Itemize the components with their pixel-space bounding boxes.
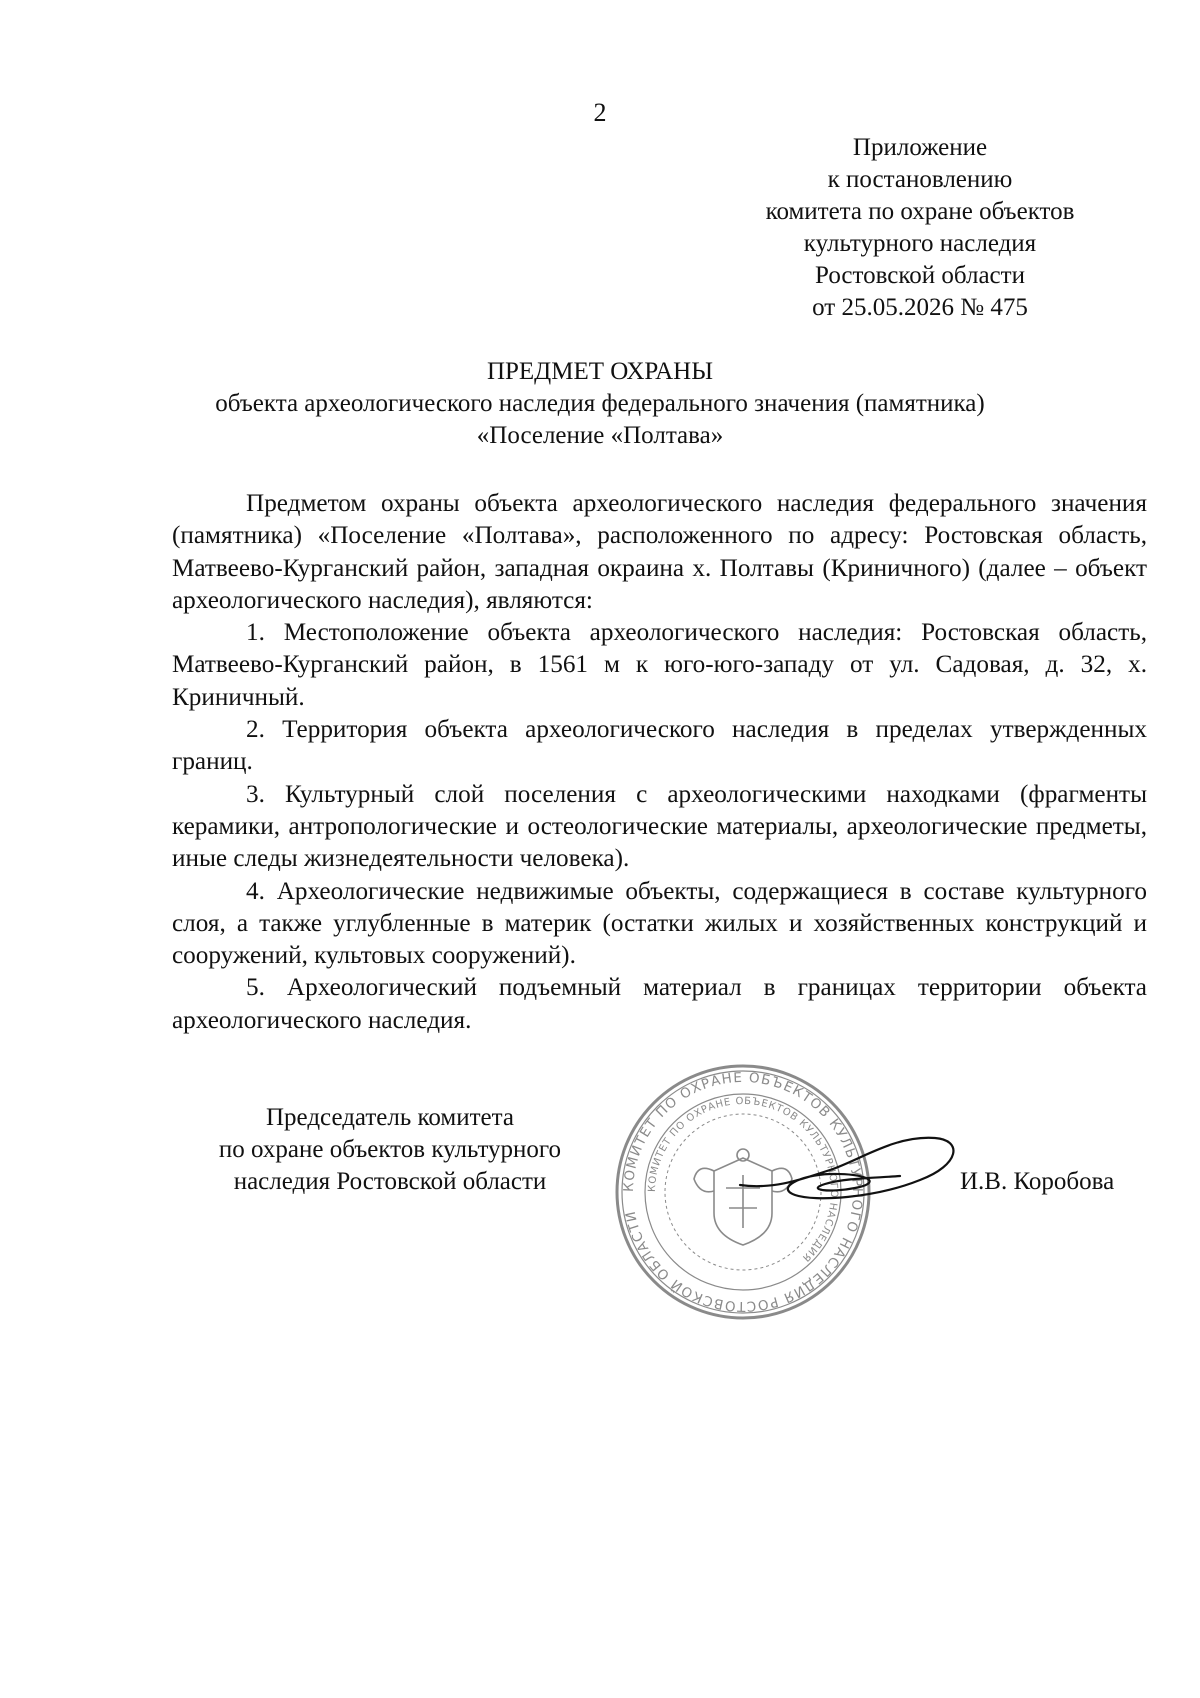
signer-title (170, 1102, 610, 1198)
list-item: 4. Археологические недвижимые объекты, содержащиеся в составе культурного слоя, а также углубленные в материк (остатки жилых и хозяйственных конструкций и сооружений, культовых сооружений). (172, 877, 1147, 970)
appendix-block (740, 132, 1100, 324)
document-heading (0, 356, 1200, 452)
appendix-line: комитета по охране объектов (765, 198, 1075, 225)
appendix-line: к постановлению (827, 166, 1013, 193)
appendix-line: культурного наследия (803, 230, 1037, 257)
document-subtitle: объекта археологического наследия федерального значения (памятника) (215, 390, 985, 417)
list-item: 5. Археологический подъемный материал в границах территории объекта археологического наследия. (172, 974, 1147, 1034)
stamp-outer-text: КОМИТЕТ ПО ОХРАНЕ ОБЪЕКТОВ КУЛЬТУРНОГО НАСЛЕДИЯ РОСТОВСКОЙ ОБЛАСТИ (620, 1069, 866, 1315)
appendix-line: Приложение (852, 134, 988, 161)
signer-title-line: наследия Ростовской области (233, 1168, 547, 1195)
document-body (172, 488, 1147, 1037)
document-subtitle: «Поселение «Полтава» (476, 422, 724, 449)
stamp-inner-text: КОМИТЕТ ПО ОХРАНЕ ОБЪЕКТОВ КУЛЬТУРНОГО НАСЛЕДИЯ (646, 1095, 840, 1264)
document-title: ПРЕДМЕТ ОХРАНЫ (486, 358, 714, 385)
signer-title-line: Председатель комитета (266, 1104, 514, 1131)
handwritten-signature (735, 1130, 965, 1215)
list-item: 3. Культурный слой поселения с археологическими находками (фрагменты керамики, антропологические и остеологические материалы, археологические предметы, иные следы жизнедеятельности человека). (172, 780, 1147, 873)
appendix-line: Ростовской области (815, 262, 1025, 289)
page-number: 2 (593, 98, 607, 127)
list-item: 1. Местоположение объекта археологического наследия: Ростовская область, Матвеево-Курганский район, в 1561 м к юго-юго-западу от ул. Садовая, д. 32, х. Криничный. (172, 619, 1147, 711)
list-item: 2. Территория объекта археологического наследия в пределах утвержденных границ. (172, 716, 1147, 776)
signer-title-line: по охране объектов культурного (218, 1136, 562, 1163)
intro-paragraph: Предметом охраны объекта археологического наследия федерального значения (памятника) «Поселение «Полтава», расположенного по адресу: Ростовская область, Матвеево-Курганский район, западная окраина х. Полтавы (Криничного) (далее – объект археологического наследия), являются: (172, 490, 1147, 614)
appendix-date-number: от 25.05.2026 № 475 (812, 294, 1028, 321)
signer-name: И.В. Коробова (960, 1168, 1115, 1195)
